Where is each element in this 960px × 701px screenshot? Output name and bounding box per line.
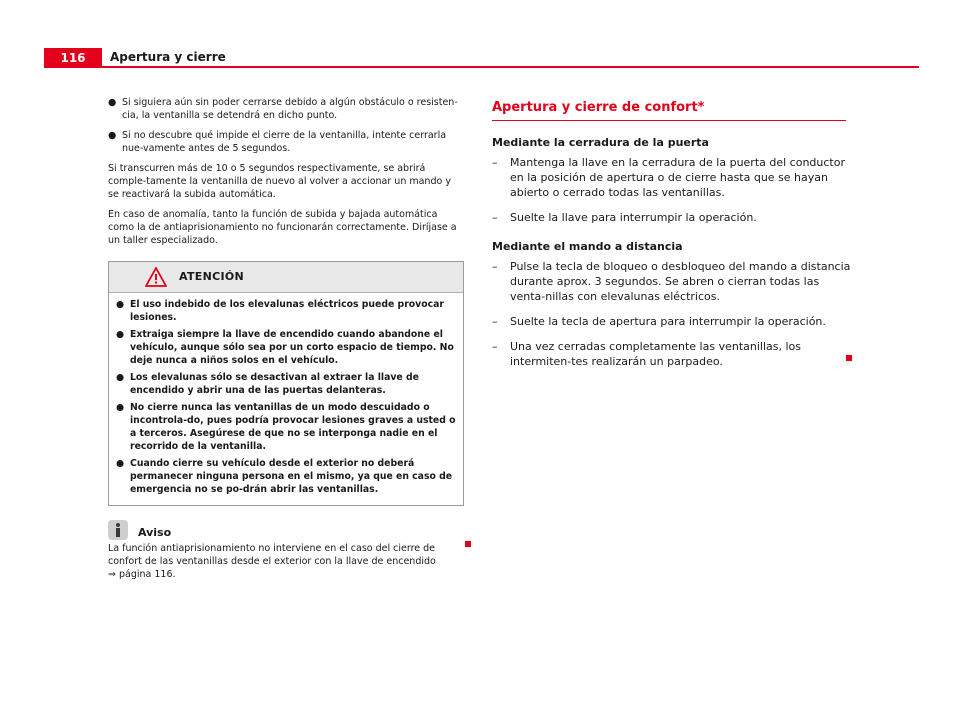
dash-icon: – xyxy=(492,260,498,273)
end-of-section-marker xyxy=(465,541,471,547)
bullet-icon: ● xyxy=(108,97,117,108)
warning-item xyxy=(116,298,456,324)
bullet-icon: ● xyxy=(116,402,125,413)
right-column xyxy=(492,100,852,379)
dash-icon: – xyxy=(492,315,498,328)
bullet-text: Si no descubre qué impide el cierre de la ventanilla, intente cerrarla nue-vamente antes de 5 segundos. xyxy=(122,130,447,154)
note-text xyxy=(108,542,464,581)
running-header: Apertura y cierre xyxy=(110,50,226,64)
step-item xyxy=(492,155,852,200)
note-body: La función antiaprisionamiento no interviene en el caso del cierre de confort de las ventanillas desde el exterior con la llave de encendido xyxy=(108,543,436,567)
bullet-icon: ● xyxy=(116,458,125,469)
dash-icon: – xyxy=(492,156,498,169)
warning-item-text: Los elevalunas sólo se desactivan al extraer la llave de encendido y abrir una de las puertas delanteras. xyxy=(130,372,419,396)
page-reference-link[interactable]: ⇒ página 116. xyxy=(108,569,176,580)
warning-item xyxy=(116,328,456,367)
step-text: Una vez cerradas completamente las ventanillas, los intermiten-tes realizarán un parpadeo. xyxy=(510,340,802,368)
step-text: Suelte la tecla de apertura para interrumpir la operación. xyxy=(510,315,826,328)
warning-item-text: No cierre nunca las ventanillas de un modo descuidado o incontrola-do, pues podría provocar lesiones graves a usted o a terceros. Asegúrese de que no se interponga nadie en el recorrido de la ventanilla. xyxy=(130,402,456,452)
bullet-text: Si siguiera aún sin poder cerrarse debido a algún obstáculo o resisten-cia, la ventanilla se detendrá en dicho punto. xyxy=(122,97,458,121)
subheading: Mediante el mando a distancia xyxy=(492,240,683,253)
bullet-icon: ● xyxy=(108,130,117,141)
bullet-icon: ● xyxy=(116,329,125,340)
step-text: Mantenga la llave en la cerradura de la puerta del conductor en la posición de apertura o de cierre hasta que se hayan abierto o cerrado todas las ventanillas. xyxy=(510,156,846,199)
body-paragraph: Si transcurren más de 10 o 5 segundos respectivamente, se abrirá comple-tamente la ventanilla de nuevo al volver a accionar un mando y se reactivará la subida automática. xyxy=(108,163,451,200)
step-item xyxy=(492,314,852,329)
step-item xyxy=(492,339,852,369)
end-of-section-marker xyxy=(846,355,852,361)
warning-item xyxy=(116,401,456,453)
page-number: 116 xyxy=(44,48,102,68)
bullet-paragraph xyxy=(108,129,464,155)
note-title: Aviso xyxy=(138,526,172,539)
subheading: Mediante la cerradura de la puerta xyxy=(492,136,709,149)
note-header xyxy=(108,520,464,542)
warning-box xyxy=(108,261,464,506)
section-rule xyxy=(492,120,846,121)
warning-item-text: Extraiga siempre la llave de encendido cuando abandone el vehículo, aunque sólo sea por un corto espacio de tiempo. No deje nunca a niños solos en el vehículo. xyxy=(130,329,454,366)
left-column xyxy=(108,96,464,588)
warning-header xyxy=(109,262,463,293)
warning-item xyxy=(116,457,456,496)
warning-item-text: El uso indebido de los elevalunas eléctricos puede provocar lesiones. xyxy=(130,299,444,323)
warning-triangle-icon xyxy=(145,267,167,287)
bullet-icon: ● xyxy=(116,299,125,310)
info-icon xyxy=(108,520,128,540)
bullet-icon: ● xyxy=(116,372,125,383)
step-item xyxy=(492,210,852,225)
warning-item-text: Cuando cierre su vehículo desde el exterior no deberá permanecer ninguna persona en el mismo, ya que en caso de emergencia no se po-drán abrir las ventanillas. xyxy=(130,458,453,495)
warning-title: ATENCIÓN xyxy=(179,270,245,283)
warning-item xyxy=(116,371,456,397)
dash-icon: – xyxy=(492,211,498,224)
step-text: Suelte la llave para interrumpir la operación. xyxy=(510,211,757,224)
header-rule xyxy=(44,66,919,68)
body-paragraph: En caso de anomalía, tanto la función de subida y bajada automática como la de antiaprisionamiento no funcionarán correctamente. Diríjase a un taller especializado. xyxy=(108,209,457,246)
warning-body xyxy=(109,293,463,505)
section-title: Apertura y cierre de confort* xyxy=(492,100,705,115)
dash-icon: – xyxy=(492,340,498,353)
bullet-paragraph xyxy=(108,96,464,122)
step-item xyxy=(492,259,852,304)
step-text: Pulse la tecla de bloqueo o desbloqueo del mando a distancia durante aprox. 3 segundos. Se abren o cierran todas las venta-nillas con elevalunas eléctricos. xyxy=(510,260,851,303)
